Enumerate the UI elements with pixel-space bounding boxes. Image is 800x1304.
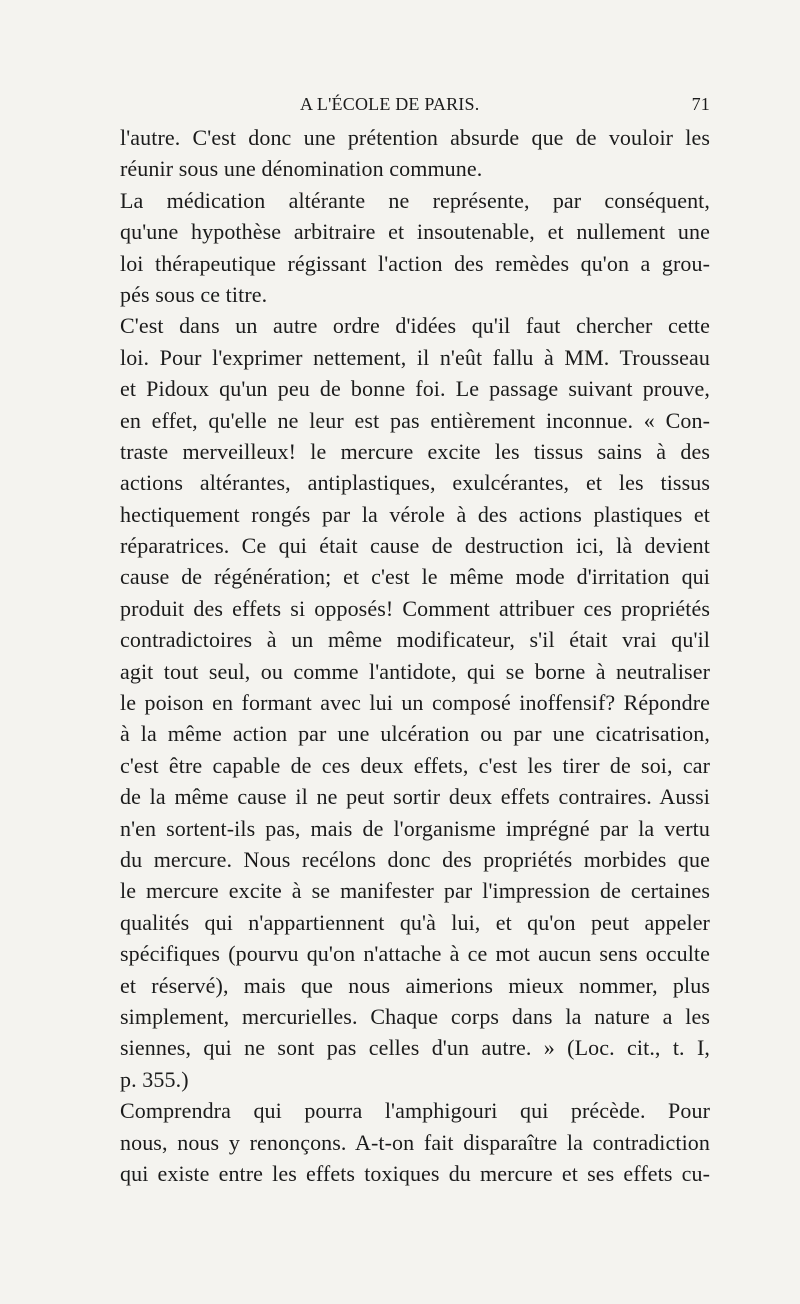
running-title: A L'ÉCOLE DE PARIS.	[300, 94, 480, 114]
text-line: l'autre. C'est donc une prétention absurde que de vouloir les	[120, 125, 710, 150]
text-line: traste merveilleux! le mercure excite les tissus sains à des	[120, 438, 710, 464]
text-line: hectiquement rongés par la vérole à des actions plastiques et	[120, 501, 710, 527]
text-line: produit des effets si opposés! Comment attribuer ces propriétés	[120, 595, 710, 621]
text-line: nous, nous y renonçons. A-t-on fait disparaître la contradiction	[120, 1129, 710, 1155]
text-line: pés sous ce titre.	[120, 281, 268, 307]
text-line: agit tout seul, ou comme l'antidote, qui se borne à neutraliser	[120, 658, 710, 684]
text-line: le poison en formant avec lui un composé inoffensif? Répondre	[120, 690, 710, 716]
text-line: réparatrices. Ce qui était cause de destruction ici, là devient	[120, 533, 710, 559]
text-line: simplement, mercurielles. Chaque corps dans la nature a les	[120, 1003, 710, 1029]
text-line: siennes, qui ne sont pas celles d'un autre. » (Loc. cit., t. I,	[120, 1035, 710, 1061]
body-text	[120, 122, 710, 1189]
text-line: qualités qui n'appartiennent qu'à lui, et qu'on peut appeler	[120, 909, 710, 935]
text-line: spécifiques (pourvu qu'on n'attache à ce mot aucun sens occulte	[120, 941, 710, 967]
text-line: et Pidoux qu'un peu de bonne foi. Le passage suivant prouve,	[120, 376, 710, 402]
text-line: Comprendra qui pourra l'amphigouri qui précède. Pour	[120, 1098, 710, 1124]
text-line: de la même cause il ne peut sortir deux effets contraires. Aussi	[120, 784, 710, 810]
text-line: loi. Pour l'exprimer nettement, il n'eût fallu à MM. Trousseau	[120, 344, 710, 370]
page-number: 71	[691, 94, 710, 114]
text-line: La médication altérante ne représente, par conséquent,	[120, 187, 710, 213]
text-line: le mercure excite à se manifester par l'impression de certaines	[120, 878, 710, 904]
text-line: C'est dans un autre ordre d'idées qu'il faut chercher cette	[120, 313, 710, 339]
text-line: loi thérapeutique régissant l'action des remèdes qu'on a grou-	[120, 250, 710, 276]
text-line: du mercure. Nous recélons donc des propriétés morbides que	[120, 846, 710, 872]
text-line: qu'une hypothèse arbitraire et insoutenable, et nullement une	[120, 219, 710, 245]
text-line: actions altérantes, antiplastiques, exulcérantes, et les tissus	[120, 470, 710, 496]
text-line: p. 355.)	[120, 1066, 189, 1092]
text-line: qui existe entre les effets toxiques du mercure et ses effets cu-	[120, 1160, 710, 1186]
text-line: contradictoires à un même modificateur, s'il était vrai qu'il	[120, 627, 710, 653]
text-line: n'en sortent-ils pas, mais de l'organisme imprégné par la vertu	[120, 815, 710, 841]
text-line: à la même action par une ulcération ou par une cicatrisation,	[120, 721, 710, 747]
text-line: c'est être capable de ces deux effets, c'est les tirer de soi, car	[120, 752, 710, 778]
text-line: cause de régénération; et c'est le même mode d'irritation qui	[120, 564, 710, 590]
text-line: réunir sous une dénomination commune.	[120, 156, 483, 182]
text-line: en effet, qu'elle ne leur est pas entièrement inconnue. « Con-	[120, 407, 710, 433]
page-header	[120, 94, 710, 116]
text-line: et réservé), mais que nous aimerions mieux nommer, plus	[120, 972, 710, 998]
